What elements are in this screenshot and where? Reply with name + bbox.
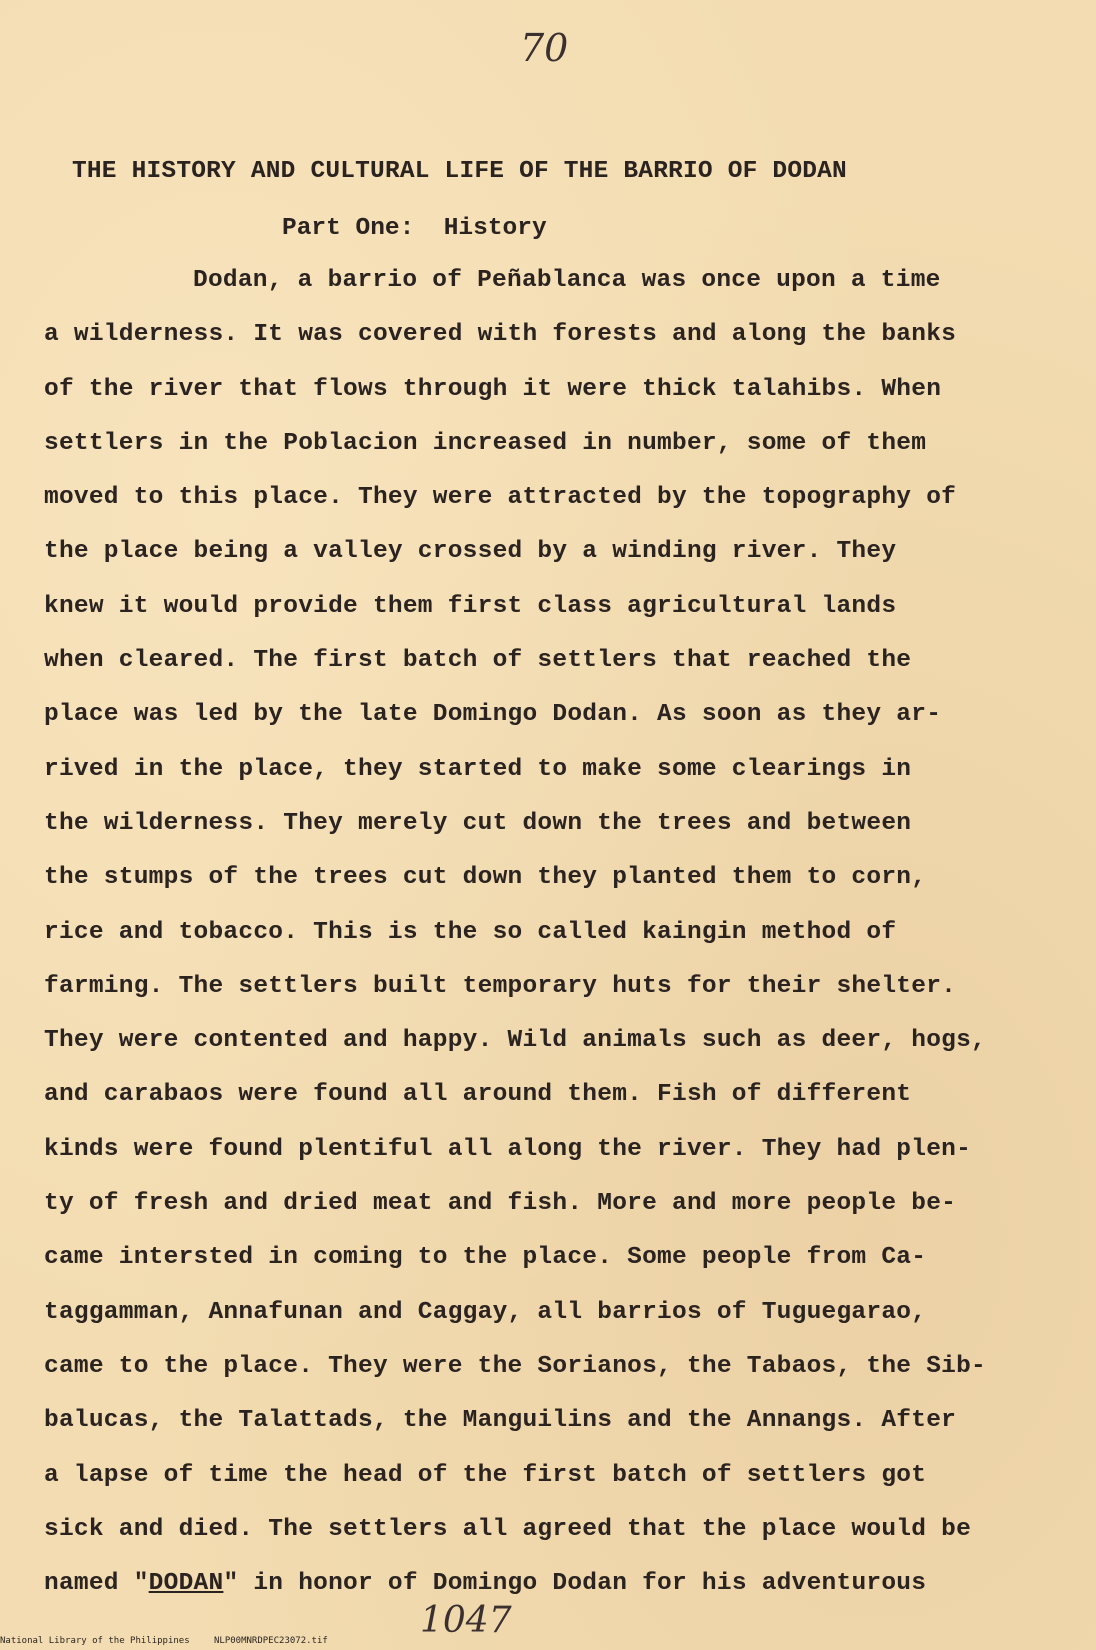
- text-line: came intersted in coming to the place. Some people from Ca-: [44, 1244, 927, 1272]
- text-line: Dodan, a barrio of Peñablanca was once upon a time: [193, 267, 941, 294]
- text-line: the wilderness. They merely cut down the trees and between: [44, 809, 912, 837]
- text-line: when cleared. The first batch of settlers that reached the: [44, 647, 912, 675]
- text-line: a lapse of time the head of the first batch of settlers got: [44, 1461, 927, 1489]
- text-line: rice and tobacco. This is the so called kaingin method of: [44, 918, 897, 946]
- text-line: rived in the place, they started to make some clearings in: [44, 755, 912, 783]
- text-line: ty of fresh and dried meat and fish. More and more people be-: [44, 1190, 957, 1218]
- body-text: [44, 266, 1054, 1623]
- text-line: a wilderness. It was covered with forests and along the banks: [44, 321, 957, 349]
- text-line: came to the place. They were the Sorianos, the Tabaos, the Sib-: [44, 1352, 987, 1380]
- text-line: sick and died. The settlers all agreed that the place would be: [44, 1515, 972, 1543]
- text-fragment: named ": [44, 1570, 149, 1598]
- text-line-final: [44, 1569, 1054, 1623]
- text-line: the place being a valley crossed by a winding river. They: [44, 538, 897, 566]
- document-subtitle: Part One: History: [282, 215, 547, 242]
- document-title: THE HISTORY AND CULTURAL LIFE OF THE BARRIO OF DODAN: [72, 158, 847, 185]
- text-line: the stumps of the trees cut down they planted them to corn,: [44, 864, 927, 892]
- text-fragment: " in honor of Domingo Dodan for his adventurous: [223, 1570, 927, 1598]
- text-line: and carabaos were found all around them. Fish of different: [44, 1081, 912, 1109]
- text-line: of the river that flows through it were thick talahibs. When: [44, 375, 942, 403]
- text-line: knew it would provide them first class agricultural lands: [44, 592, 897, 620]
- file-id: NLP00MNRDPEC23072.tif: [214, 1636, 328, 1646]
- text-line: kinds were found plentiful all along the river. They had plen-: [44, 1135, 972, 1163]
- handwritten-page-number: 1047: [420, 1600, 512, 1641]
- text-line: place was led by the late Domingo Dodan. As soon as they ar-: [44, 701, 942, 729]
- library-label: National Library of the Philippines: [0, 1636, 190, 1646]
- underlined-name: DODAN: [148, 1570, 224, 1598]
- text-line: taggamman, Annafunan and Caggay, all barrios of Tuguegarao,: [44, 1298, 927, 1326]
- text-line: settlers in the Poblacion increased in number, some of them: [44, 429, 927, 457]
- text-line: farming. The settlers built temporary huts for their shelter.: [44, 972, 957, 1000]
- text-line: moved to this place. They were attracted by the topography of: [44, 484, 957, 512]
- text-line: They were contented and happy. Wild animals such as deer, hogs,: [44, 1027, 987, 1055]
- text-line: balucas, the Talattads, the Manguilins and the Annangs. After: [44, 1407, 957, 1435]
- page-number: 70: [520, 26, 569, 70]
